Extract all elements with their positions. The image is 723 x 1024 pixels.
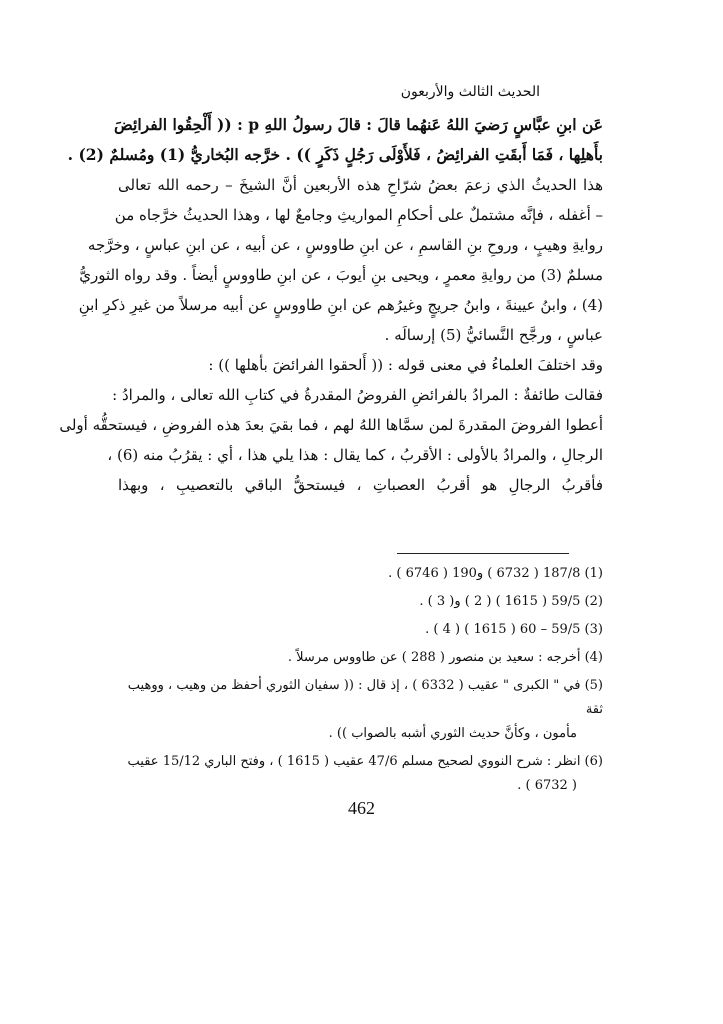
footnote-2: (2) 59/5 ( 1615 ) ( 2 ) و( 3 ) . [419, 594, 603, 609]
paragraph-line: هذا الحديثُ الذي زعمَ بعضُ شرّاحِ هذه الأربعين أنَّ الشيخَ – رحمه الله تعالى [118, 176, 603, 194]
paragraph-line: وقد اختلفَ العلماءُ في معنى قوله : (( أَلحقوا الفرائضَ بأهلها )) : [208, 356, 603, 374]
footnote-3: (3) 59/5 – 60 ( 1615 ) ( 4 ) . [425, 622, 603, 637]
paragraph-line: أعطوا الفروضَ المقدرةَ لمن سمَّاها اللهُ لهم ، فما بقيَ بعدَ هذه الفروضِ ، فيستحقُّه أولى [59, 416, 603, 434]
footnote-5-continuation: مأمون ، وكأنَّ حديث الثوري أشبه بالصواب )) . [328, 726, 577, 741]
footnotes [118, 562, 603, 802]
hadith-line-2: بأَهلِها ، فَمَا أَبقَتِ الفرائِضُ ، فَلأَوْلَى رَجُلٍ ذَكَرٍ )) . خرَّجه البُخاريُّ (1) ومُسلمٌ (2) . [67, 145, 603, 164]
paragraph-line: الرجالِ ، والمرادُ بالأولى : الأقربُ ، كما يقال : هذا يلي هذا ، أي : يقرُبُ منه (6) ، [107, 446, 603, 464]
body-text [59, 110, 603, 500]
paragraph-line: – أغفله ، فإنَّه مشتملٌ على أحكامِ المواريثِ وجامعٌ لها ، وهذا الحديثُ خرَّجاه من [114, 206, 603, 224]
hadith-line-1: عَن ابنِ عبَّاسٍ رَضيَ اللهُ عَنهُما قالَ : قالَ رسولُ اللهِ p : (( أَلْحِقُوا الفرائِضَ [114, 115, 603, 134]
paragraph-line: روايةِ وهيبٍ ، وروحِ بنِ القاسمِ ، عن ابنِ طاووسٍ ، عن أبيه ، عن ابنِ عباسٍ ، وخرَّجه [87, 236, 603, 254]
page-number: 462 [348, 798, 375, 818]
paragraph-line: فأقربُ الرجالِ هو أقربُ العصباتِ ، فيستحقُّ الباقي بالتعصيبِ ، وبهذا [118, 476, 603, 494]
paragraph-line: عباسٍ ، ورجَّح النَّسائيُّ (5) إرسالَه . [384, 326, 603, 344]
footnote-1: (1) 187/8 ( 6732 ) و190 ( 6746 ) . [388, 566, 603, 581]
footnote-6: (6) انظر : شرح النووي لصحيح مسلم 47/6 عقيب ( 1615 ) ، وفتح الباري 15/12 عقيب ( 6732 ) . [118, 750, 603, 798]
footnote-separator [397, 553, 569, 554]
paragraph-line: فقالت طائفةٌ : المرادُ بالفرائضِ الفروضُ المقدرةُ في كتابِ الله تعالى ، والمرادُ : [112, 386, 603, 404]
footnote-5: (5) في " الكبرى " عقيب ( 6332 ) ، إذ قال : (( سفيان الثوري أحفظ من وهيب ، ووهيب ثقة مأمون ، وكأنَّ حديث الثوري أشبه بالصواب )) . [118, 674, 603, 746]
footnote-6-continuation: ( 6732 ) . [517, 778, 577, 793]
paragraph-line: مسلمٌ (3) من روايةِ معمرٍ ، ويحيى بنِ أيوبَ ، عن ابنِ طاووسٍ أيضاً . وقد رواه الثوريُّ [79, 266, 603, 284]
footnote-4: (4) أخرجه : سعيد بن منصور ( 288 ) عن طاووس مرسلاً . [287, 650, 603, 665]
running-header: الحديث الثالث والأربعون [400, 84, 540, 100]
paragraph-line: (4) ، وابنُ عيينةَ ، وابنُ جريجٍ وغيرُهم عن ابنِ طاووسٍ عن أبيه مرسلاً من غيرِ ذكرِ ابنِ [78, 296, 603, 314]
